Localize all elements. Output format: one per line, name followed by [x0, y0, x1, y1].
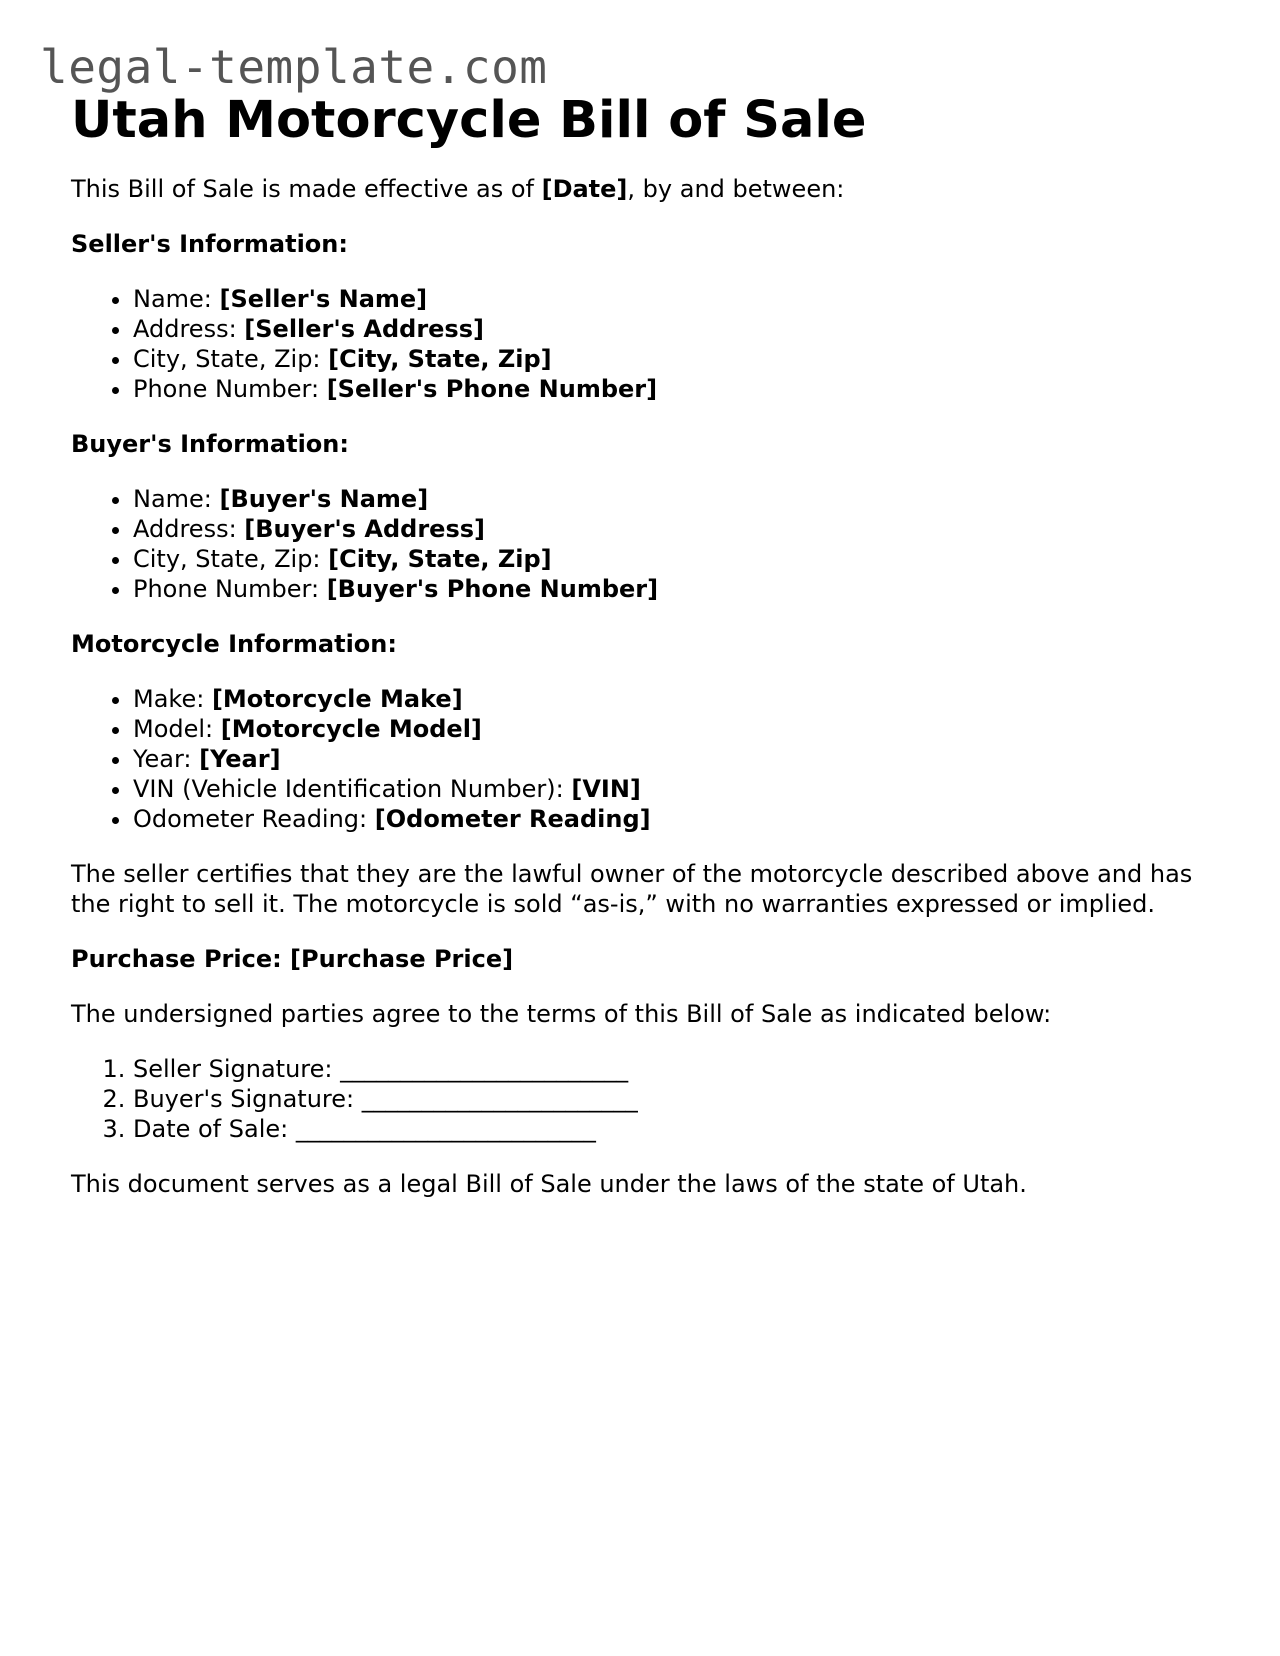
motorcycle-model-item: [133, 714, 1211, 744]
field-label: Make:: [133, 685, 212, 713]
field-value: [VIN]: [571, 775, 641, 803]
field-value: [Buyer's Name]: [219, 485, 429, 513]
closing-paragraph: This document serves as a legal Bill of Sale under the laws of the state of Utah.: [71, 1170, 1027, 1198]
field-label: Address:: [133, 515, 245, 543]
seller-name-item: [133, 284, 1211, 314]
field-value: [Motorcycle Make]: [211, 685, 463, 713]
signature-list: [71, 1054, 1211, 1144]
field-value: [Seller's Name]: [219, 285, 428, 313]
buyer-name-item: [133, 484, 1211, 514]
field-value: [Buyer's Address]: [244, 515, 485, 543]
motorcycle-odometer-item: [133, 804, 1211, 834]
field-value: [Seller's Address]: [244, 315, 484, 343]
field-label: City, State, Zip:: [133, 345, 329, 373]
field-label: Phone Number:: [133, 375, 327, 403]
motorcycle-vin-item: [133, 774, 1211, 804]
agreement-paragraph: The undersigned parties agree to the terms of this Bill of Sale as indicated below:: [71, 1000, 1052, 1028]
intro-prefix: This Bill of Sale is made effective as of: [71, 175, 542, 203]
buyer-phone-item: [133, 574, 1211, 604]
buyer-info-list: [71, 484, 1211, 604]
effective-date-placeholder: [Date]: [541, 175, 628, 203]
motorcycle-heading: Motorcycle Information:: [71, 630, 397, 658]
seller-city-item: [133, 344, 1211, 374]
field-value: [City, State, Zip]: [328, 345, 552, 373]
intro-suffix: , by and between:: [627, 175, 845, 203]
field-value: [Motorcycle Model]: [220, 715, 482, 743]
page-title: Utah Motorcycle Bill of Sale: [71, 91, 867, 150]
date-of-sale-line: 3. Date of Sale: _________________________: [133, 1114, 1211, 1144]
buyer-address-item: [133, 514, 1211, 544]
intro-paragraph: [71, 174, 1211, 204]
seller-signature-line: 1. Seller Signature: ________________________: [133, 1054, 1211, 1084]
field-label: Address:: [133, 315, 245, 343]
document: [71, 88, 1211, 1199]
motorcycle-year-item: [133, 744, 1211, 774]
buyer-city-item: [133, 544, 1211, 574]
motorcycle-info-list: [71, 684, 1211, 834]
seller-heading: Seller's Information:: [71, 230, 348, 258]
certification-paragraph: The seller certifies that they are the lawful owner of the motorcycle described above and has the right to sell it. The motorcycle is sold “as-is,” with no warranties expressed or implied.: [71, 860, 1193, 918]
seller-address-item: [133, 314, 1211, 344]
field-value: [Buyer's Phone Number]: [326, 575, 659, 603]
purchase-price-heading: Purchase Price: [Purchase Price]: [71, 945, 514, 973]
motorcycle-make-item: [133, 684, 1211, 714]
field-label: Name:: [133, 285, 220, 313]
field-value: [Seller's Phone Number]: [326, 375, 658, 403]
seller-info-list: [71, 284, 1211, 404]
field-label: Year:: [133, 745, 200, 773]
field-label: Phone Number:: [133, 575, 327, 603]
field-label: Name:: [133, 485, 220, 513]
field-label: VIN (Vehicle Identification Number):: [133, 775, 572, 803]
buyer-signature-line: 2. Buyer's Signature: _______________________: [133, 1084, 1211, 1114]
buyer-heading: Buyer's Information:: [71, 430, 349, 458]
field-label: City, State, Zip:: [133, 545, 329, 573]
field-value: [City, State, Zip]: [328, 545, 552, 573]
field-label: Model:: [133, 715, 221, 743]
watermark: legal-template.com: [40, 40, 548, 94]
field-value: [Year]: [199, 745, 281, 773]
seller-phone-item: [133, 374, 1211, 404]
field-value: [Odometer Reading]: [374, 805, 651, 833]
field-label: Odometer Reading:: [133, 805, 375, 833]
